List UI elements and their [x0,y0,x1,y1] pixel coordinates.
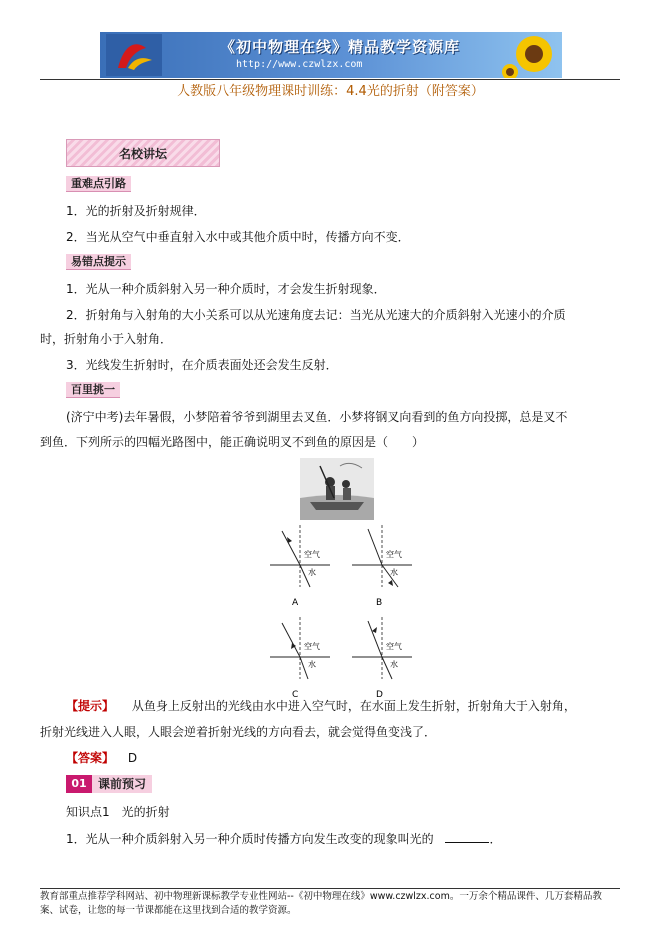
section-box-label: 名校讲坛 [118,147,167,161]
tip-line-1 [66,697,576,714]
answer-blank[interactable] [445,830,489,843]
option-label-c: C [292,690,299,700]
label-air-a: 空气 [304,550,320,559]
example-line-1: (济宁中考)去年暑假，小梦陪着爷爷到湖里去叉鱼．小梦将钢叉向看到的鱼方向投掷，总是叉不 [66,410,568,424]
answer-label: 【答案】 [66,751,115,765]
tip-line-2: 折射光线进入人眼，人眼会逆着折射光线的方向看去，就会觉得鱼变浅了． [40,725,437,739]
label-water-d: 水 [390,660,398,669]
label-water-a: 水 [308,568,316,577]
footer-line-2: 案、试卷，让您的每一节课都能在这里找到合适的教学资源。 [40,905,297,916]
footer [40,890,620,918]
preview-question-1 [66,830,501,847]
error-point-2b: 时，折射角小于入射角． [40,332,173,346]
section-box-famous-school [66,139,220,167]
error-point-1: 1．光从一种介质斜射入另一种介质时，才会发生折射现象． [66,282,386,296]
label-air-b: 空气 [386,550,402,559]
section-badge-number: 01 [66,775,92,793]
header-banner [100,32,562,78]
ray-diagram-d [352,617,412,700]
option-label-a: A [292,598,299,608]
knowledge-point-title: 知识点1 光的折射 [66,805,170,819]
error-point-2a: 2．折射角与入射角的大小关系可以从光速角度去记：当光从光速大的介质斜射入光速小的介质 [66,308,566,322]
ray-diagrams [270,525,420,700]
answer-line [66,749,137,766]
sunflower-icon [500,32,562,78]
footer-line-1: 教育部重点推荐学科网站、初中物理新课标教学专业性网站--《初中物理在线》www.czwlzx.com。一万余个精品课件、几万套精品教 [40,891,602,902]
ray-diagram-a [270,525,330,608]
tip-label: 【提示】 [66,699,115,713]
option-label-b: B [376,598,383,608]
key-point-1: 1．光的折射及折射规律． [66,204,206,218]
question-end-period: ． [489,832,502,846]
fishing-boat-illustration [300,458,374,520]
tip-text-1: 从鱼身上反射出的光线由水中进入空气时，在水面上发生折射，折射角大于入射角， [131,699,576,713]
answer-value: D [127,751,138,765]
label-air-d: 空气 [386,642,402,651]
site-logo-icon [106,34,162,76]
tag-error-points: 易错点提示 [66,254,131,270]
error-point-3: 3．光线发生折射时，在介质表面处还会发生反射． [66,358,338,372]
banner-title: 《初中物理在线》精品教学资源库 [220,38,461,56]
tag-example: 百里挑一 [66,382,120,398]
preview-question-1-text: 1．光从一种介质斜射入另一种介质时传播方向发生改变的现象叫光的 [66,832,434,846]
label-air-c: 空气 [304,642,320,651]
option-label-d: D [376,690,383,700]
section-badge-label: 课前预习 [92,775,152,793]
footer-divider [40,888,620,889]
ray-diagram-b [352,525,412,608]
section-badge-preview [66,775,152,793]
tag-key-points: 重难点引路 [66,176,131,192]
page-title: 人教版八年级物理课时训练：4.4光的折射（附答案） [177,84,484,99]
ray-diagram-c [270,617,330,700]
label-water-b: 水 [390,568,398,577]
banner-url[interactable]: http://www.czwlzx.com [236,59,363,70]
key-point-2: 2．当光从空气中垂直射入水中或其他介质中时，传播方向不变． [66,230,410,244]
label-water-c: 水 [308,660,316,669]
example-line-2: 到鱼．下列所示的四幅光路图中，能正确说明叉不到鱼的原因是（ ） [40,435,425,449]
